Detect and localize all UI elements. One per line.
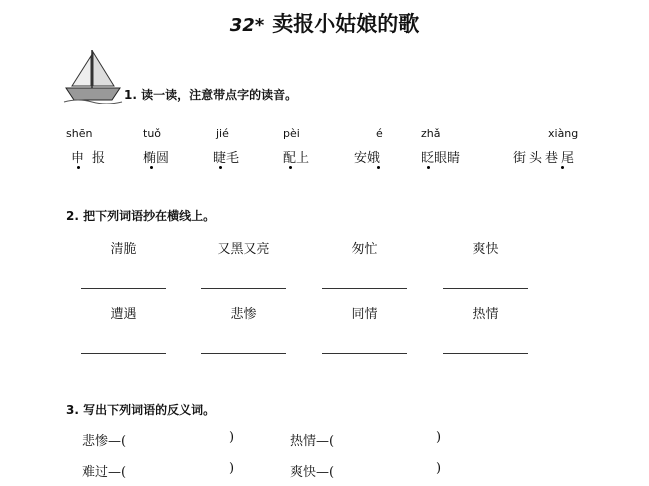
copy-word-6: 悲惨 (230, 307, 257, 322)
copy-word-3: 匆忙 (351, 242, 378, 257)
emphasis-dot (289, 166, 292, 169)
emphasis-dot (219, 166, 222, 169)
boat-icon (62, 46, 124, 104)
emphasis-dot (150, 166, 153, 169)
antonym-close: ) (436, 461, 442, 476)
antonym-item-3: 难过—( (82, 465, 127, 480)
write-line[interactable] (201, 353, 286, 354)
pinyin-7: xiàng (548, 127, 579, 140)
question-3-label: 3. 写出下列词语的反义词。 (66, 403, 216, 417)
emphasis-dot (427, 166, 430, 169)
write-line[interactable] (201, 288, 286, 289)
copy-word-4: 爽快 (472, 242, 499, 257)
lesson-number: 32* (229, 15, 265, 36)
antonym-close: ) (229, 461, 235, 476)
write-line[interactable] (322, 353, 407, 354)
write-line[interactable] (443, 353, 528, 354)
pinyin-3: jié (216, 127, 229, 140)
pinyin-4: pèi (283, 127, 300, 140)
word-5: 安娥 (354, 151, 381, 166)
pinyin-6: zhǎ (421, 127, 441, 140)
antonym-item-4: 爽快—( (290, 465, 335, 480)
word-3: 睫毛 (213, 151, 240, 166)
copy-word-7: 同情 (351, 307, 378, 322)
write-line[interactable] (81, 353, 166, 354)
emphasis-dot (561, 166, 564, 169)
copy-word-2: 又黑又亮 (217, 242, 270, 257)
page-title (0, 8, 649, 38)
word-4: 配上 (283, 151, 310, 166)
lesson-title: 卖报小姑娘的歌 (272, 11, 420, 36)
emphasis-dot (77, 166, 80, 169)
antonym-close: ) (436, 430, 442, 445)
word-6: 眨眼睛 (421, 151, 461, 166)
pinyin-1: shēn (66, 127, 93, 140)
word-7: 街头巷尾 (513, 151, 578, 166)
word-2: 椭圆 (143, 151, 170, 166)
question-1-label: 1. 读一读，注意带点字的读音。 (124, 88, 298, 102)
copy-word-5: 遭遇 (110, 307, 137, 322)
pinyin-5: é (376, 127, 383, 140)
word-1: 申报 (71, 151, 114, 166)
antonym-item-1: 悲惨—( (82, 434, 127, 449)
write-line[interactable] (81, 288, 166, 289)
pinyin-2: tuǒ (143, 127, 162, 140)
copy-word-1: 清脆 (110, 242, 137, 257)
write-line[interactable] (443, 288, 528, 289)
question-2-label: 2. 把下列词语抄在横线上。 (66, 209, 216, 223)
antonym-item-2: 热情—( (290, 434, 335, 449)
write-line[interactable] (322, 288, 407, 289)
copy-word-8: 热情 (472, 307, 499, 322)
antonym-close: ) (229, 430, 235, 445)
emphasis-dot (377, 166, 380, 169)
